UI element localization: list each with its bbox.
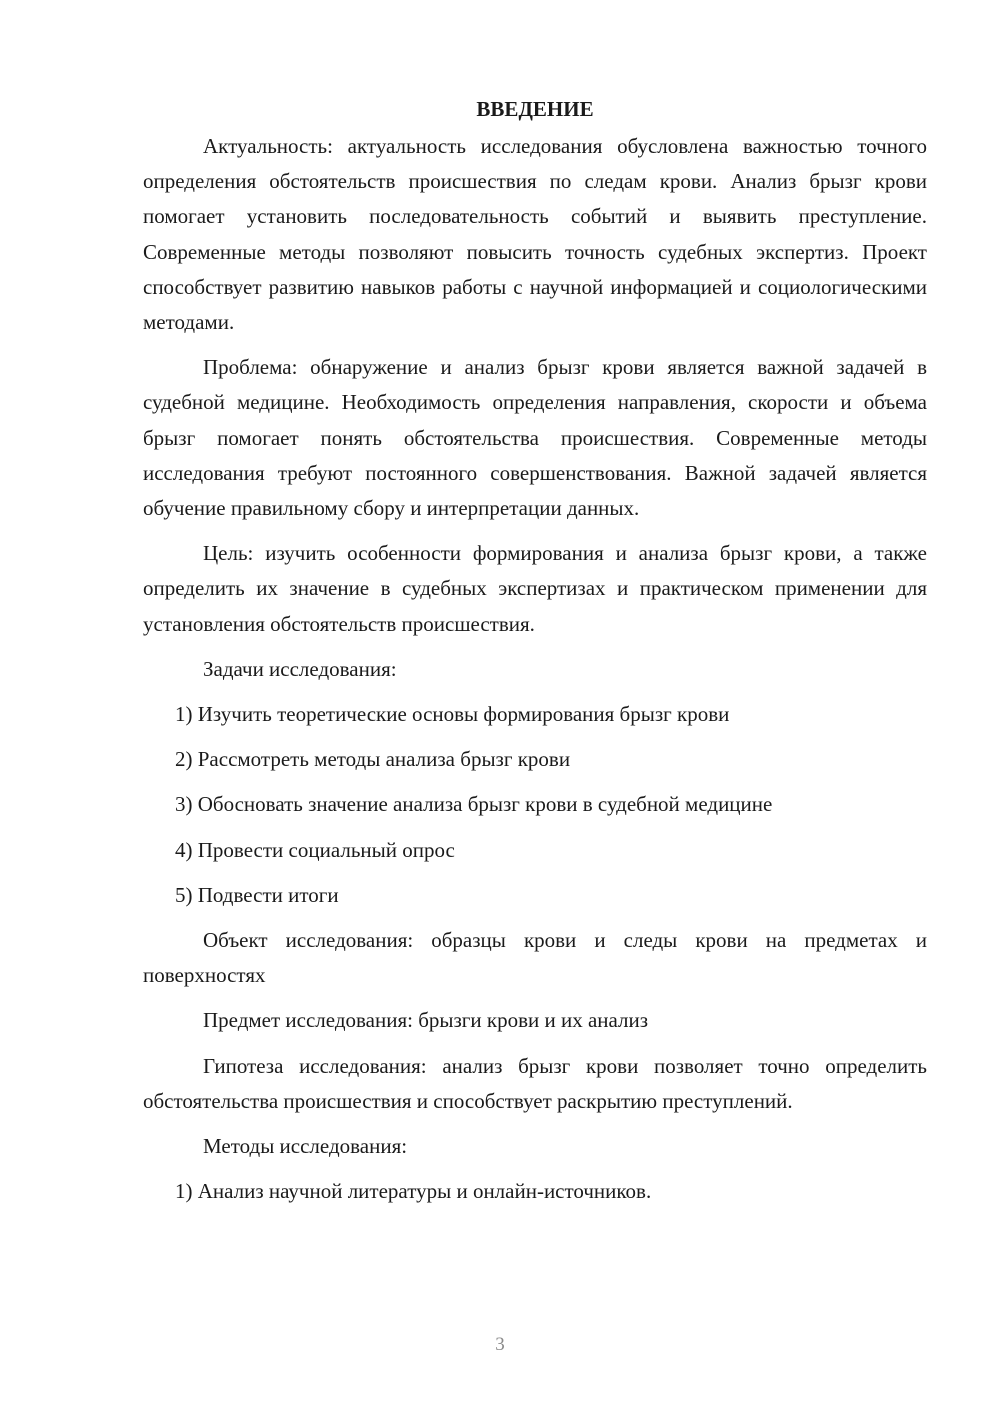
section-title: ВВЕДЕНИЕ bbox=[476, 97, 594, 121]
task-item: 1) Изучить теоретические основы формирования брызг крови bbox=[175, 702, 730, 727]
document-page bbox=[143, 92, 927, 1219]
object-paragraph: Объект исследования: образцы крови и следы крови на предметах и поверхностях bbox=[143, 928, 927, 988]
problem-paragraph: Проблема: обнаружение и анализ брызг крови является важной задачей в судебной медицине. Необходимость определения направления, скорости и объема брызг помогает понять обстоятельства происшествия. Современные методы исследования требуют постоянного совершенствования. Важной задачей является обучение правильному сбору и интерпретации данных. bbox=[143, 355, 927, 521]
method-item: 1) Анализ научной литературы и онлайн-источников. bbox=[175, 1179, 652, 1204]
task-item: 2) Рассмотреть методы анализа брызг крови bbox=[175, 747, 571, 772]
hypothesis-paragraph: Гипотеза исследования: анализ брызг крови позволяет точно определить обстоятельства происшествия и способствует раскрытию преступлений. bbox=[143, 1053, 927, 1113]
page-number: 3 bbox=[495, 1334, 505, 1355]
goal-paragraph: Цель: изучить особенности формирования и анализа брызг крови, а также определить их значение в судебных экспертизах и практическом применении для установления обстоятельств происшествия. bbox=[143, 541, 927, 636]
tasks-list bbox=[143, 697, 927, 913]
tasks-heading: Задачи исследования: bbox=[203, 656, 397, 681]
relevance-paragraph: Актуальность: актуальность исследования обусловлена важностью точного определения обстоятельств происшествия по следам крови. Анализ брызг крови помогает установить последовательность событий и выявить преступление. Современные методы позволяют повысить точность судебных экспертиз. Проект способствует развитию навыков работы с научной информацией и социологическими методами. bbox=[143, 134, 927, 335]
subject-paragraph: Предмет исследования: брызги крови и их анализ bbox=[203, 1008, 649, 1033]
methods-list bbox=[143, 1174, 927, 1209]
task-item: 4) Провести социальный опрос bbox=[175, 837, 455, 862]
task-item: 5) Подвести итоги bbox=[175, 882, 339, 907]
task-item: 3) Обосновать значение анализа брызг крови в судебной медицине bbox=[175, 792, 773, 817]
methods-heading: Методы исследования: bbox=[203, 1134, 408, 1159]
